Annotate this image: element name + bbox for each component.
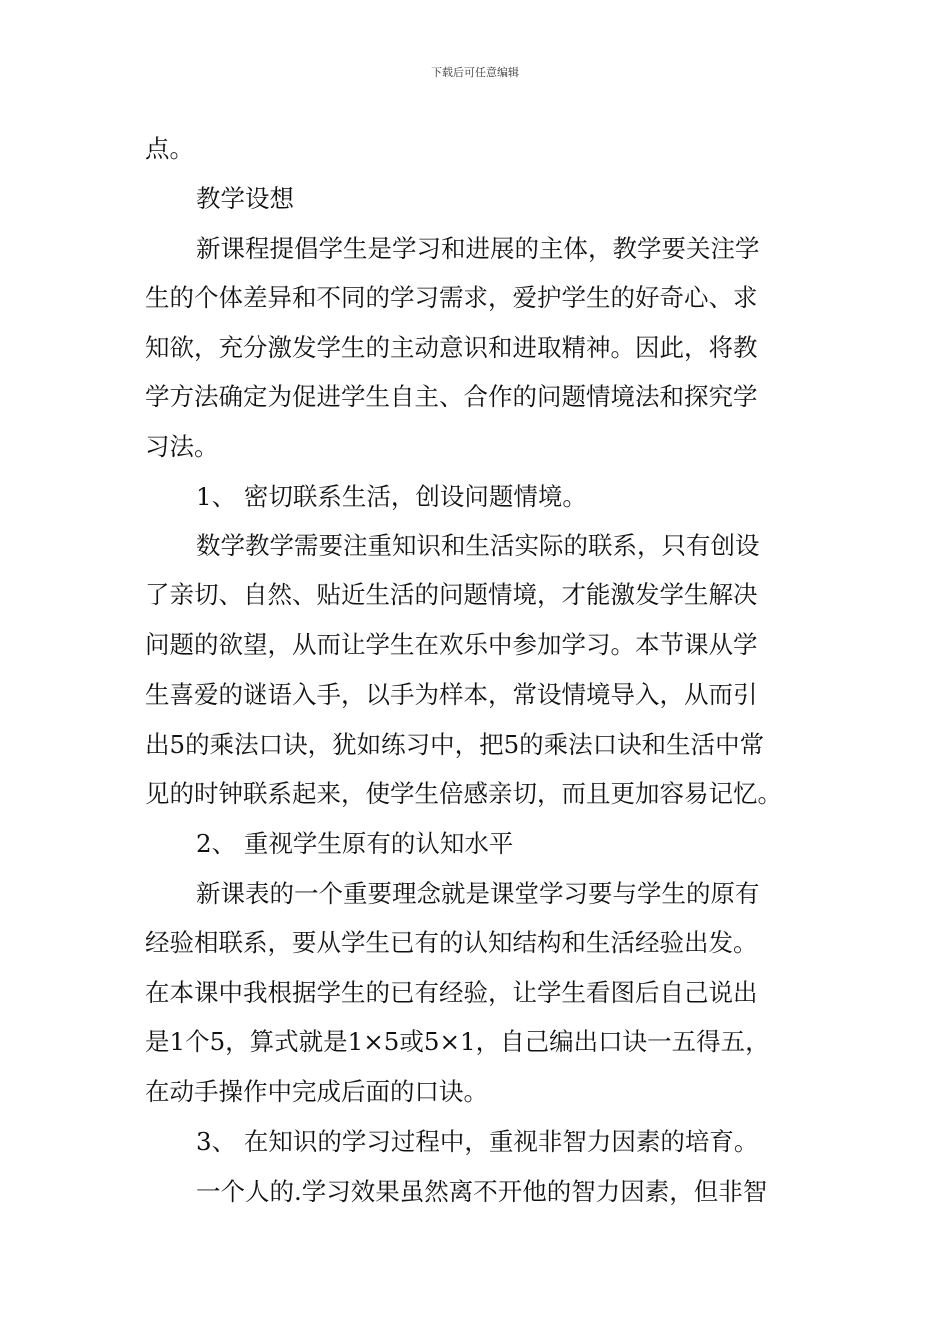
paragraph-line: 数学教学需要注重知识和生活实际的联系，只有创设 (196, 531, 760, 560)
paragraph-line: 新课表的一个重要理念就是课堂学习要与学生的原有 (196, 879, 760, 908)
paragraph-line: 生喜爱的谜语入手，以手为样本，常设情境导入，从而引 (145, 680, 758, 709)
paragraph-line: 了亲切、自然、贴近生活的问题情境，才能激发学生解决 (145, 580, 758, 609)
paragraph-line: 在动手操作中完成后面的口诀。 (145, 1077, 488, 1106)
paragraph-line: 点。 (145, 134, 194, 163)
paragraph-line: 1、 密切联系生活，创设问题情境。 (196, 482, 587, 511)
paragraph-line: 知欲，充分激发学生的主动意识和进取精神。因此，将教 (145, 333, 758, 362)
paragraph-line: 经验相联系，要从学生已有的认知结构和生活经验出发。 (145, 928, 758, 957)
page-header: 下载后可任意编辑 (431, 66, 519, 79)
paragraph-line: 生的个体差异和不同的学习需求，爱护学生的好奇心、求 (145, 283, 758, 312)
paragraph-line: 新课程提倡学生是学习和进展的主体，教学要关注学 (196, 234, 760, 263)
paragraph-line: 见的时钟联系起来，使学生倍感亲切，而且更加容易记忆。 (145, 779, 782, 808)
paragraph-line: 2、 重视学生原有的认知水平 (196, 829, 514, 858)
paragraph-line: 问题的欲望，从而让学生在欢乐中参加学习。本节课从学 (145, 630, 758, 659)
paragraph-line: 3、 在知识的学习过程中，重视非智力因素的培育。 (196, 1127, 759, 1156)
paragraph-line: 一个人的.学习效果虽然离不开他的智力因素，但非智 (196, 1177, 768, 1206)
paragraph-line: 习法。 (145, 432, 219, 461)
paragraph-line: 教学设想 (196, 184, 294, 213)
paragraph-line: 学方法确定为促进学生自主、合作的问题情境法和探究学 (145, 382, 758, 411)
paragraph-line: 在本课中我根据学生的已有经验，让学生看图后自己说出 (145, 978, 758, 1007)
paragraph-line: 出5的乘法口诀，犹如练习中，把5的乘法口诀和生活中常 (145, 730, 765, 759)
paragraph-line: 是1个5，算式就是1×5或5×1，自己编出口诀一五得五， (145, 1027, 770, 1056)
